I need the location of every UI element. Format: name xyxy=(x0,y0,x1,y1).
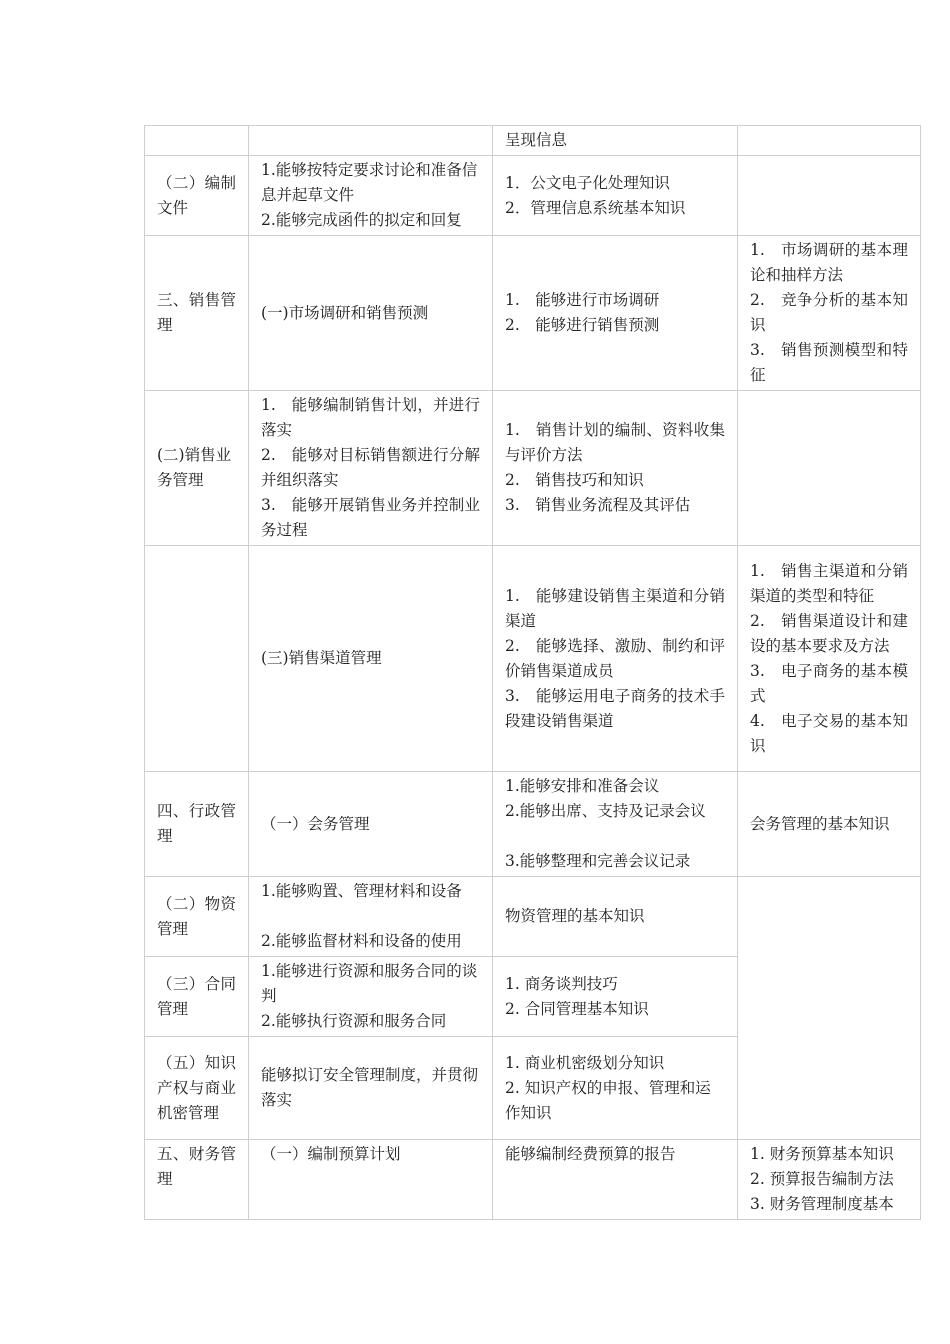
cell-text: 3. 销售预测模型和特征 xyxy=(750,341,908,384)
cell-text: 3.能够整理和完善会议记录 xyxy=(505,852,691,870)
cell-module xyxy=(145,546,249,772)
cell-knowledge xyxy=(738,546,921,772)
table-row xyxy=(145,957,921,1037)
cell-text: 2.能够监督材料和设备的使用 xyxy=(261,932,462,950)
cell-text: 五、财务管理 xyxy=(157,1145,236,1188)
cell-knowledge xyxy=(738,957,921,1037)
cell-text: 2．管理信息系统基本知识 xyxy=(505,198,686,217)
cell-ability xyxy=(493,546,738,772)
cell-ability xyxy=(493,156,738,236)
cell-ability xyxy=(493,391,738,546)
cell-text: 1. 销售计划的编制、资料收集与评价方法 xyxy=(505,421,725,464)
cell-knowledge xyxy=(738,391,921,546)
cell-text: 3. 财务管理制度基本 xyxy=(750,1195,894,1213)
cell-module xyxy=(145,877,249,957)
cell-ability xyxy=(493,126,738,156)
cell-text: 四、行政管理 xyxy=(157,802,236,845)
cell-text: （二）编制文件 xyxy=(157,173,236,217)
cell-text: 1.能够进行资源和服务合同的谈判 xyxy=(261,962,478,1005)
cell-text: 能够拟订安全管理制度，并贯彻落实 xyxy=(261,1066,479,1109)
cell-text: 能够编制经费预算的报告 xyxy=(505,1145,676,1163)
cell-skill xyxy=(249,546,493,772)
cell-text: 4. 电子交易的基本知识 xyxy=(750,711,908,755)
cell-text: (一)市场调研和销售预测 xyxy=(261,303,429,322)
cell-text: 1. 商业机密级划分知识 xyxy=(505,1053,665,1072)
cell-text: （五）知识产权与商业机密管理 xyxy=(157,1053,236,1122)
cell-text: 1. 市场调研的基本理论和抽样方法 xyxy=(750,241,908,284)
cell-knowledge xyxy=(738,126,921,156)
cell-module xyxy=(145,126,249,156)
cell-knowledge xyxy=(738,1140,921,1220)
cell-ability xyxy=(493,1037,738,1140)
cell-text: 3. 能够运用电子商务的技术手段建设销售渠道 xyxy=(505,686,725,730)
cell-ability xyxy=(493,1140,738,1220)
cell-knowledge xyxy=(738,877,921,957)
cell-text: 1.能够按特定要求讨论和准备信息并起草文件 xyxy=(261,161,478,204)
cell-ability xyxy=(493,957,738,1037)
cell-text: 1. 能够编制销售计划，并进行落实 xyxy=(261,396,480,439)
cell-text: （三）合同管理 xyxy=(157,974,236,1018)
table-row xyxy=(145,1037,921,1140)
cell-skill xyxy=(249,957,493,1037)
cell-text: 2. 预算报告编制方法 xyxy=(750,1170,894,1188)
cell-module xyxy=(145,957,249,1037)
cell-skill xyxy=(249,1140,493,1220)
cell-text: 2. 销售技巧和知识 xyxy=(505,471,644,489)
cell-text: 2. 能够选择、激励、制约和评价销售渠道成员 xyxy=(505,636,725,680)
cell-text: 2. 能够对目标销售额进行分解并组织落实 xyxy=(261,446,480,489)
cell-knowledge xyxy=(738,772,921,877)
cell-module xyxy=(145,156,249,236)
table-row xyxy=(145,236,921,391)
cell-text: 1.能够购置、管理材料和设备 xyxy=(261,882,462,900)
cell-text: 2. 竞争分析的基本知识 xyxy=(750,291,908,334)
cell-module xyxy=(145,1037,249,1140)
cell-module xyxy=(145,1140,249,1220)
table-row xyxy=(145,156,921,236)
cell-knowledge xyxy=(738,236,921,391)
cell-ability xyxy=(493,877,738,957)
cell-skill xyxy=(249,772,493,877)
cell-skill xyxy=(249,156,493,236)
cell-text: 1. 能够进行市场调研 xyxy=(505,291,660,309)
cell-text: 物资管理的基本知识 xyxy=(505,907,645,925)
cell-skill xyxy=(249,1037,493,1140)
cell-knowledge xyxy=(738,1037,921,1140)
cell-text: (三)销售渠道管理 xyxy=(261,649,382,667)
cell-text: （二）物资管理 xyxy=(157,894,236,938)
cell-text: 1. 商务谈判技巧 xyxy=(505,974,618,993)
cell-skill xyxy=(249,126,493,156)
table-row xyxy=(145,877,921,957)
cell-module xyxy=(145,236,249,391)
cell-text: 3. 电子商务的基本模式 xyxy=(750,661,908,705)
cell-text: 3. 销售业务流程及其评估 xyxy=(505,496,691,514)
cell-text: 2.能够完成函件的拟定和回复 xyxy=(261,211,462,229)
blank-line xyxy=(261,904,480,929)
cell-skill xyxy=(249,877,493,957)
cell-text: 2.能够出席、支持及记录会议 xyxy=(505,802,706,820)
cell-text: 3. 能够开展销售业务并控制业务过程 xyxy=(261,496,480,539)
cell-text: （一）编制预算计划 xyxy=(261,1145,401,1163)
table-row xyxy=(145,1140,921,1220)
cell-text: (二)销售业务管理 xyxy=(157,446,232,489)
cell-text: （一）会务管理 xyxy=(261,814,370,833)
cell-text: 2.能够执行资源和服务合同 xyxy=(261,1012,447,1030)
cell-text: 会务管理的基本知识 xyxy=(750,814,890,833)
cell-text: 1. 能够建设销售主渠道和分销渠道 xyxy=(505,586,725,630)
table-row xyxy=(145,126,921,156)
syllabus-table xyxy=(144,125,921,1220)
cell-text: 2. 销售渠道设计和建设的基本要求及方法 xyxy=(750,611,908,655)
cell-module xyxy=(145,391,249,546)
cell-text: 2. 合同管理基本知识 xyxy=(505,999,649,1018)
cell-text: 2. 能够进行销售预测 xyxy=(505,316,660,334)
cell-ability xyxy=(493,236,738,391)
cell-knowledge xyxy=(738,156,921,236)
table-row xyxy=(145,391,921,546)
cell-text: 1. 财务预算基本知识 xyxy=(750,1145,894,1163)
cell-text: 2. 知识产权的申报、管理和运作知识 xyxy=(505,1078,711,1122)
cell-skill xyxy=(249,391,493,546)
blank-line xyxy=(505,824,725,849)
cell-module xyxy=(145,772,249,877)
cell-text: 呈现信息 xyxy=(505,131,568,149)
cell-text: 三、销售管理 xyxy=(157,291,236,334)
table-row xyxy=(145,546,921,772)
cell-text: 1．公文电子化处理知识 xyxy=(505,173,670,192)
cell-skill xyxy=(249,236,493,391)
cell-text: 1. 销售主渠道和分销渠道的类型和特征 xyxy=(750,561,908,605)
cell-ability xyxy=(493,772,738,877)
table-row xyxy=(145,772,921,877)
cell-text: 1.能够安排和准备会议 xyxy=(505,777,660,795)
